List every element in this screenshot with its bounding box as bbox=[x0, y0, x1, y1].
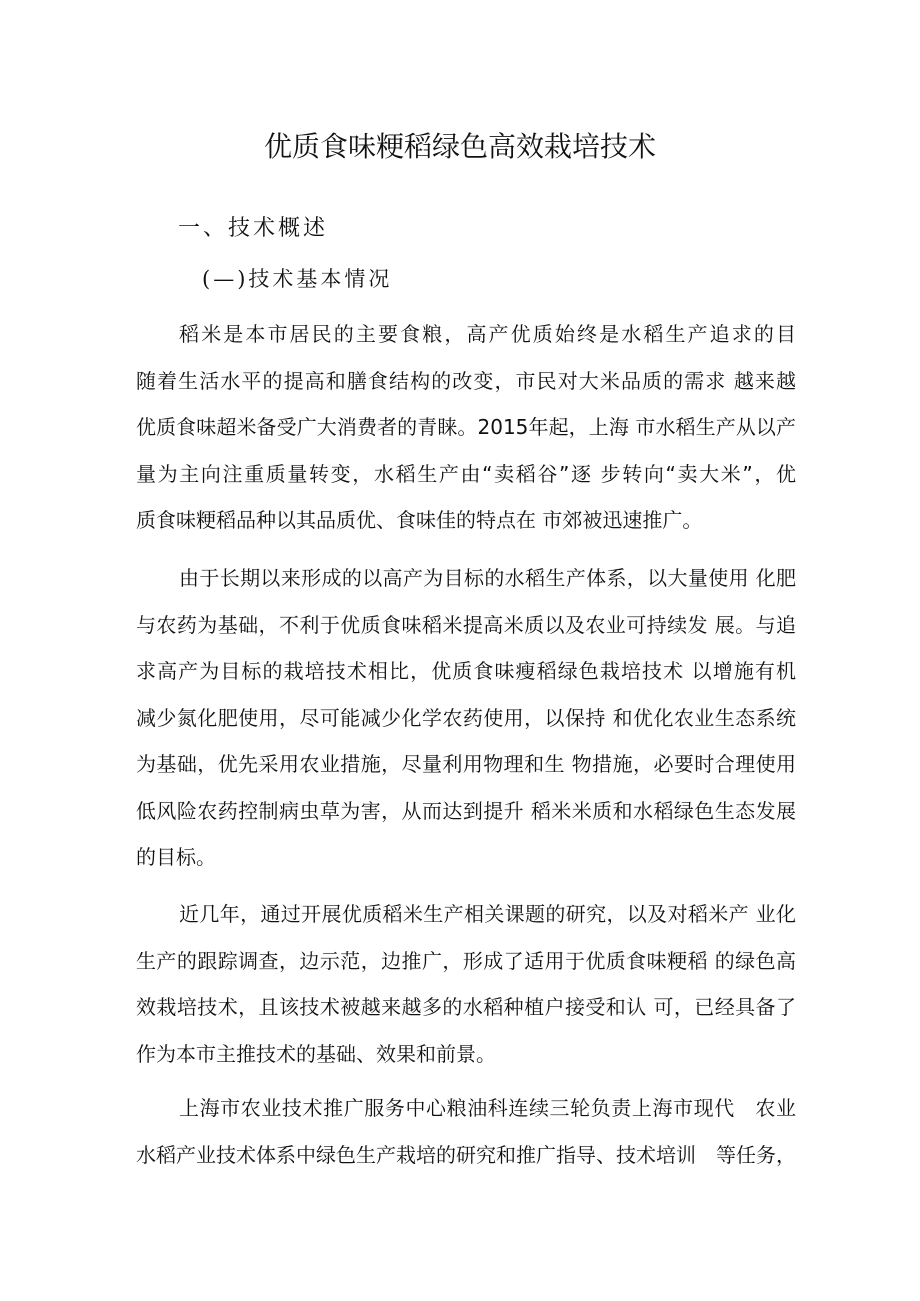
paragraph-2 bbox=[136, 555, 796, 881]
paragraph-line: 优质食味超米备受广大消费者的青睐。2015年起，上海 市水稻生产从以产 bbox=[136, 415, 796, 439]
paragraph-line: 量为主向注重质量转变，水稻生产由“卖稻谷”逐 步转向“卖大米”，优 bbox=[136, 461, 796, 486]
paragraph-line: 的目标。 bbox=[136, 845, 216, 869]
paragraph-line: 水稻产业技术体系中绿色生产栽培的研究和推广指导、技术培训 等任务， bbox=[136, 1142, 796, 1167]
subsection-heading-basic-info: (—)技术基本情况 bbox=[202, 267, 393, 291]
paragraph-line: 质食味粳稻品种以其品质优、食味佳的特点在 市郊被迅速推广。 bbox=[136, 508, 703, 532]
paragraph-line: 近几年，通过开展优质稻米生产相关课题的研究，以及对稻米产 业化 bbox=[179, 902, 796, 926]
section-heading-overview: 一、技术概述 bbox=[178, 216, 329, 241]
paragraph-line: 随着生活水平的提高和膳食结构的改变，市民对大米品质的需求 越来越 bbox=[136, 368, 796, 393]
paragraph-line: 低风险农药控制病虫草为害，从而达到提升 稻米米质和水稻绿色生态发展 bbox=[136, 798, 796, 823]
paragraph-line: 求高产为目标的栽培技术相比，优质食味瘦稻绿色栽培技术 以增施有机 bbox=[136, 659, 796, 683]
paragraph-line: 为基础，优先采用农业措施，尽量利用物理和生 物措施，必要时合理使用 bbox=[136, 752, 796, 776]
paragraph-line: 生产的跟踪调查，边示范，边推广，形成了适用于优质食味粳稻 的绿色高 bbox=[136, 948, 796, 973]
paragraph-1 bbox=[136, 311, 796, 544]
paragraph-line: 上海市农业技术推广服务中心粮油科连续三轮负责上海市现代 农业 bbox=[179, 1096, 796, 1120]
paragraph-line: 由于长期以来形成的以高产为目标的水稻生产体系，以大量使用 化肥 bbox=[179, 566, 796, 590]
paragraph-line: 效栽培技术，且该技术被越来越多的水稻种植户接受和认 可，已经具备了 bbox=[136, 995, 796, 1019]
paragraph-line: 减少氮化肥使用，尽可能减少化学农药使用，以保持 和优化农业生态系统 bbox=[136, 705, 796, 730]
paragraph-line: 作为本市主推技术的基础、效果和前景。 bbox=[136, 1041, 496, 1066]
paragraph-3 bbox=[136, 891, 796, 1077]
paragraph-4 bbox=[136, 1085, 796, 1178]
paragraph-line: 与农药为基础，不利于优质食味稻米提高米质以及农业可持续发 展。与追 bbox=[136, 612, 796, 637]
document-title: 优质食味粳稻绿色高效栽培技术 bbox=[263, 130, 656, 163]
paragraph-line: 稻米是本市居民的主要食粮，高产优质始终是水稻生产追求的目 bbox=[179, 322, 796, 346]
